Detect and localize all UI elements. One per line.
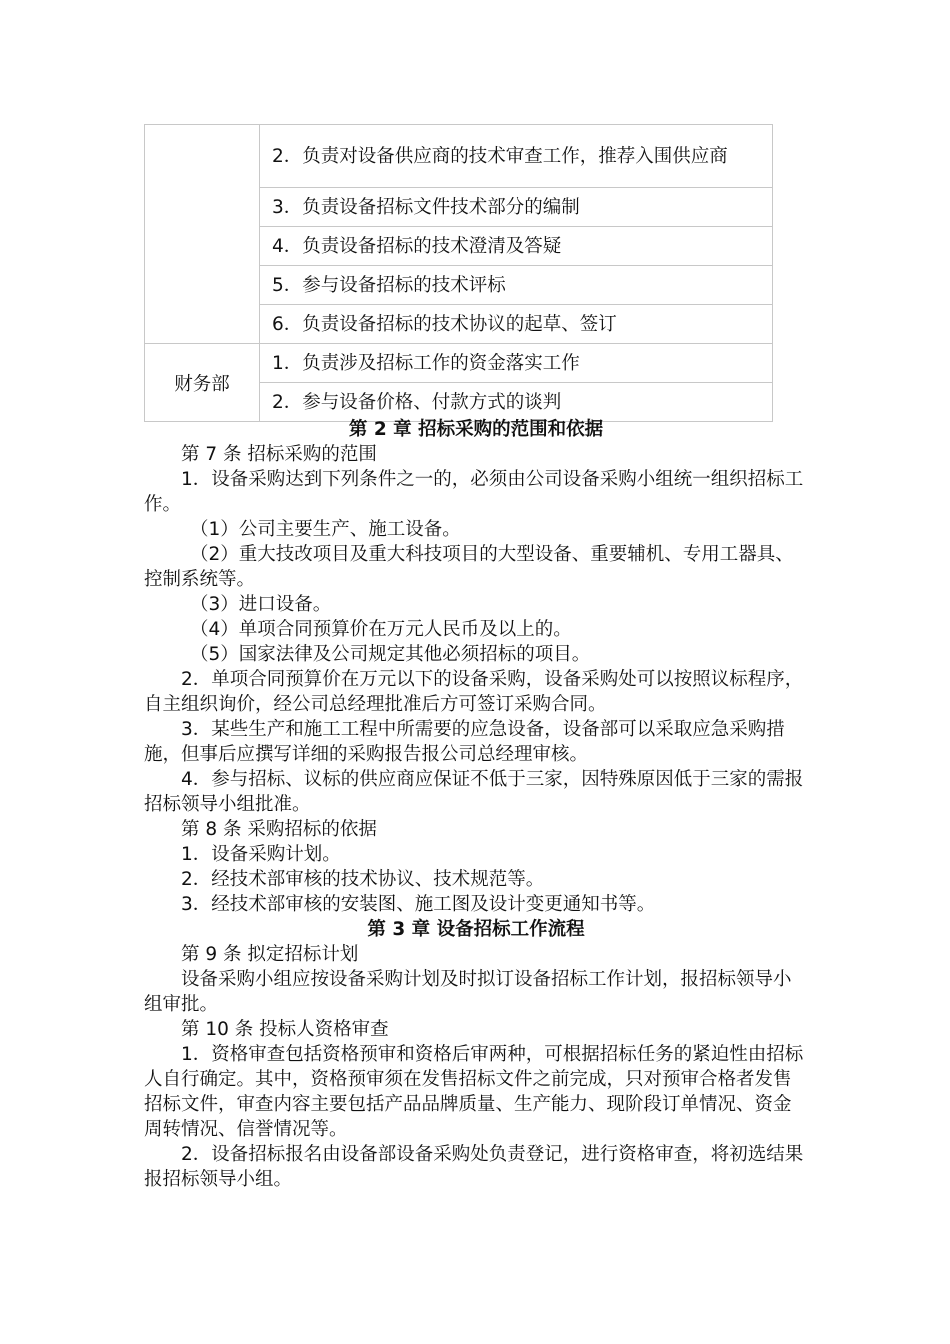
- list-item: 3．经技术部审核的安装图、施工图及设计变更通知书等。: [181, 894, 656, 915]
- list-item: （4）单项合同预算价在万元人民币及以上的。: [190, 619, 572, 640]
- paragraph: 设备采购小组应按设备采购计划及时拟订设备招标工作计划，报招标领导小组审批。: [144, 969, 792, 1015]
- list-item: （3）进口设备。: [190, 594, 332, 615]
- article-8-title: 第 8 条 采购招标的依据: [181, 819, 377, 840]
- article-10-title: 第 10 条 投标人资格审查: [181, 1019, 389, 1040]
- list-item: 2．经技术部审核的技术协议、技术规范等。: [181, 869, 545, 890]
- paragraph: 4．参与招标、议标的供应商应保证不低于三家，因特殊原因低于三家的需报招标领导小组批准。: [144, 769, 804, 815]
- department-cell: 财务部: [145, 344, 260, 422]
- duty-cell: 3．负责设备招标文件技术部分的编制: [260, 188, 773, 227]
- duty-cell: 2．负责对设备供应商的技术审查工作，推荐入围供应商: [260, 125, 773, 188]
- paragraph: 1．资格审查包括资格预审和资格后审两种，可根据招标任务的紧迫性由招标人自行确定。其中，资格预审须在发售招标文件之前完成，只对预审合格者发售招标文件，审查内容主要包括产品品牌质量、生产能力、现阶段订单情况、资金周转情况、信誉情况等。: [144, 1044, 804, 1140]
- list-item: （1）公司主要生产、施工设备。: [190, 519, 461, 540]
- duty-cell: 1．负责涉及招标工作的资金落实工作: [260, 344, 773, 383]
- duty-cell: 5．参与设备招标的技术评标: [260, 266, 773, 305]
- paragraph: 2．单项合同预算价在万元以下的设备采购，设备采购处可以按照议标程序，自主组织询价，经公司总经理批准后方可签订采购合同。: [144, 669, 804, 715]
- chapter-2-heading: 第 2 章 招标采购的范围和依据: [348, 419, 604, 440]
- document-body: [144, 417, 808, 1192]
- department-cell: [145, 125, 260, 344]
- table-row: [145, 344, 773, 383]
- duty-cell: 2．参与设备价格、付款方式的谈判: [260, 383, 773, 422]
- list-item: （2）重大技改项目及重大科技项目的大型设备、重要辅机、专用工器具、控制系统等。: [144, 544, 794, 590]
- table-row: [145, 125, 773, 188]
- paragraph: 2．设备招标报名由设备部设备采购处负责登记，进行资格审查，将初选结果报招标领导小组。: [144, 1144, 804, 1190]
- responsibility-table: [144, 124, 773, 422]
- paragraph: 3．某些生产和施工工程中所需要的应急设备，设备部可以采取应急采购措施，但事后应撰写详细的采购报告报公司总经理审核。: [144, 719, 785, 765]
- duty-cell: 4．负责设备招标的技术澄清及答疑: [260, 227, 773, 266]
- paragraph: 1．设备采购达到下列条件之一的，必须由公司设备采购小组统一组织招标工作。: [144, 469, 804, 515]
- duty-cell: 6．负责设备招标的技术协议的起草、签订: [260, 305, 773, 344]
- article-7-title: 第 7 条 招标采购的范围: [181, 444, 377, 465]
- article-9-title: 第 9 条 拟定招标计划: [181, 944, 359, 965]
- list-item: 1．设备采购计划。: [181, 844, 341, 865]
- list-item: （5）国家法律及公司规定其他必须招标的项目。: [190, 644, 591, 665]
- chapter-3-heading: 第 3 章 设备招标工作流程: [367, 919, 585, 940]
